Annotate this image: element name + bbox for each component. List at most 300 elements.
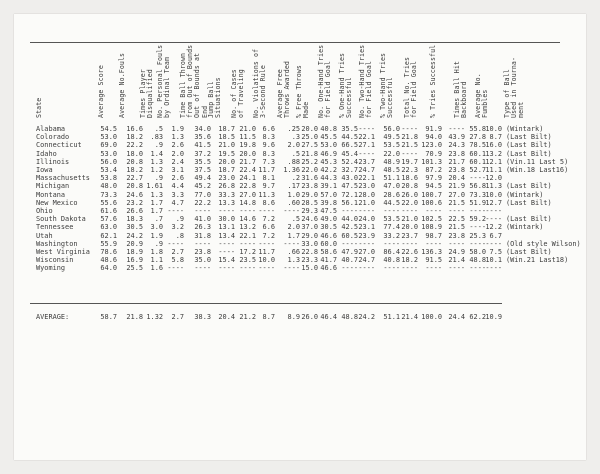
table-cell-backboard: ---- xyxy=(448,207,465,215)
table-cell-avg-fouls: 20.8 xyxy=(126,157,143,166)
table-cell-three-sec: 6.6 xyxy=(262,125,275,133)
table-cell-three-sec: ---- xyxy=(258,239,275,248)
table-cell-avg-score: 55.9 xyxy=(100,239,117,248)
column-header-avg-score: Average Score xyxy=(97,65,105,118)
table-cell-three-sec: 9.7 xyxy=(262,182,275,191)
table-cell-avg-fouls: 18.2 xyxy=(126,166,143,174)
table-cell-tries-pct: ---- xyxy=(425,239,442,248)
table-cell-traveling: 11.5 xyxy=(239,133,256,142)
table-cell-traveling: ---- xyxy=(239,239,256,248)
table-cell-out-of-bounds: 49.4 xyxy=(194,174,211,183)
table-cell-disq: 1.61 xyxy=(146,182,163,191)
table-cell-one-hand-pct: 44.5 xyxy=(341,133,358,142)
table-cell-personal-fouls: 4.7 xyxy=(171,198,184,207)
table-cell-total-tries: ---- xyxy=(401,125,418,133)
table-cell-avg-fouls: 23.2 xyxy=(126,198,143,207)
state-name: Utah xyxy=(36,231,53,240)
table-cell-two-hand-tries: 22.1 xyxy=(358,133,375,142)
table-cell-backboard: 43.9 xyxy=(448,133,465,142)
table-cell-backboard: ---- xyxy=(448,239,465,248)
table-cell-jump-ball: 18.7 xyxy=(218,166,235,174)
state-name: Illinois xyxy=(36,157,70,166)
table-cell-avg-score: 63.0 xyxy=(100,223,117,232)
table-cell-personal-fouls: 2.7 xyxy=(171,248,184,256)
table-cell-personal-fouls: .9 xyxy=(175,215,184,224)
table-cell-two-hand-tries: 24.0 xyxy=(358,215,375,224)
table-cell-jump-ball: 26.8 xyxy=(218,182,235,191)
state-name: Idaho xyxy=(36,149,57,158)
table-cell-backboard: 21.5 xyxy=(448,223,465,232)
average-cell: 38.3 xyxy=(194,313,211,321)
table-cell-free-throws: .2 xyxy=(291,174,300,183)
table-cell-personal-fouls: 2.0 xyxy=(171,149,184,158)
table-cell-two-hand-pct: ---- xyxy=(383,264,400,273)
table-cell-disq: .5 xyxy=(154,125,163,133)
table-cell-backboard: 23.8 xyxy=(448,231,465,240)
table-cell-disq: 3.0 xyxy=(150,223,163,232)
table-cell-jump-ball: 23.0 xyxy=(218,174,235,183)
table-cell-avg-score: 53.0 xyxy=(100,133,117,142)
table-cell-two-hand-tries: 24.7 xyxy=(358,166,375,174)
table-cell-two-hand-tries: 23.1 xyxy=(358,223,375,232)
table-cell-two-hand-tries: 23.0 xyxy=(358,182,375,191)
table-cell-disq: 1.7 xyxy=(150,198,163,207)
table-cell-free-throws: .25 xyxy=(287,125,300,133)
table-cell-traveling: 27.0 xyxy=(239,190,256,199)
table-cell-total-tries: ---- xyxy=(401,149,418,158)
table-cell-avg-fouls: 25.5 xyxy=(126,264,143,273)
table-cell-disq: .83 xyxy=(150,133,163,142)
table-cell-traveling: 21.7 xyxy=(239,157,256,166)
table-cell-three-sec: 11.7 xyxy=(258,166,275,174)
table-cell-traveling: 22.1 xyxy=(239,231,256,240)
average-cell: 8.9 xyxy=(287,313,300,321)
table-cell-one-hand-pct: 42.5 xyxy=(341,223,358,232)
table-cell-tries-pct: 100.6 xyxy=(421,198,442,207)
table-cell-fumbles: 78.5 xyxy=(469,141,486,150)
table-cell-free-throws: ---- xyxy=(283,239,300,248)
table-cell-fumbles: 27.8 xyxy=(469,133,486,142)
table-cell-free-throws: .88 xyxy=(287,157,300,166)
ball-type-note: (Wintark) xyxy=(506,190,544,199)
table-cell-avg-fouls: 20.9 xyxy=(126,239,143,248)
table-cell-avg-score: 62.1 xyxy=(100,231,117,240)
table-cell-traveling: 17.2 xyxy=(239,248,256,256)
table-cell-free-throws-made: 29.0 xyxy=(301,231,318,240)
table-cell-fumbles: 56.8 xyxy=(469,182,486,191)
table-cell-free-throws-made: 25.0 xyxy=(301,133,318,142)
table-cell-out-of-bounds: 22.2 xyxy=(194,198,211,207)
column-header-jump-ball: Jump Ball Situations xyxy=(207,77,223,118)
table-cell-free-throws-made: 15.0 xyxy=(301,264,318,273)
table-cell-jump-ball: 30.0 xyxy=(218,215,235,224)
table-cell-personal-fouls: ---- xyxy=(167,239,184,248)
average-cell: 8.7 xyxy=(262,313,275,321)
table-cell-personal-fouls: .8 xyxy=(175,231,184,240)
table-cell-jump-ball: 13.1 xyxy=(218,223,235,232)
ball-type-note: (Wintark) xyxy=(506,223,544,232)
table-cell-tries-pct: 136.3 xyxy=(421,248,442,256)
table-cell-free-throws-made: 24.6 xyxy=(301,215,318,224)
table-cell-personal-fouls: 3.2 xyxy=(171,223,184,232)
table-cell-disq: .7 xyxy=(154,215,163,224)
table-cell-out-of-bounds: 41.5 xyxy=(194,141,211,150)
table-cell-avg-score: 48.6 xyxy=(100,256,117,265)
table-cell-free-throws-made: 33.0 xyxy=(301,239,318,248)
table-cell-traveling: 20.0 xyxy=(239,149,256,158)
table-cell-personal-fouls: 3.3 xyxy=(171,190,184,199)
table-cell-backboard: 24.3 xyxy=(448,141,465,150)
table-cell-fumbles: ---- xyxy=(469,239,486,248)
table-cell-avg-fouls: 18.0 xyxy=(126,149,143,158)
table-cell-two-hand-tries: 27.0 xyxy=(358,248,375,256)
table-cell-one-hand-pct: ---- xyxy=(341,264,358,273)
average-cell: 24.2 xyxy=(358,313,375,321)
table-cell-traveling: 21.0 xyxy=(239,125,256,133)
table-cell-ball-type: 11.1 xyxy=(485,166,502,174)
table-cell-one-hand-tries: 45.5 xyxy=(320,133,337,142)
table-cell-one-hand-pct: 43.0 xyxy=(341,174,358,183)
average-cell: 46.4 xyxy=(320,313,337,321)
table-cell-one-hand-tries: 57.0 xyxy=(320,190,337,199)
table-cell-free-throws: .5 xyxy=(291,215,300,224)
column-header-one-hand-tries: No. One-Hand Tries for Field Goal xyxy=(317,44,333,118)
table-cell-three-sec: 6.6 xyxy=(262,223,275,232)
table-cell-disq: 1.6 xyxy=(150,264,163,273)
table-cell-total-tries: 19.7 xyxy=(401,157,418,166)
table-cell-tries-pct: 97.9 xyxy=(425,174,442,183)
average-cell: 21.4 xyxy=(401,313,418,321)
table-cell-out-of-bounds: 41.0 xyxy=(194,215,211,224)
table-cell-free-throws-made: 37.0 xyxy=(301,223,318,232)
table-cell-avg-score: 53.4 xyxy=(100,166,117,174)
table-cell-one-hand-tries: 46.6 xyxy=(320,231,337,240)
table-cell-two-hand-pct: 22.0 xyxy=(383,149,400,158)
table-cell-three-sec: 9.6 xyxy=(262,141,275,150)
table-cell-jump-ball: 21.0 xyxy=(218,141,235,150)
table-cell-jump-ball: 19.5 xyxy=(218,149,235,158)
table-cell-jump-ball: ---- xyxy=(218,207,235,215)
table-cell-avg-fouls: 26.6 xyxy=(126,207,143,215)
table-cell-free-throws-made: 22.0 xyxy=(301,166,318,174)
table-cell-two-hand-pct: 48.9 xyxy=(383,157,400,166)
column-header-personal-fouls: No. Personal Fouls by Ordinal Team xyxy=(156,44,172,118)
table-cell-avg-score: 64.0 xyxy=(100,264,117,273)
table-cell-backboard: 23.8 xyxy=(448,166,465,174)
table-cell-avg-score: 53.8 xyxy=(100,174,117,183)
table-cell-one-hand-pct: ---- xyxy=(341,207,358,215)
column-header-free-throws-made: % Free Throws Made xyxy=(295,65,311,118)
state-name: Montana xyxy=(36,190,66,199)
table-cell-fumbles: ---- xyxy=(469,174,486,183)
state-name: New Mexico xyxy=(36,198,78,207)
table-cell-one-hand-pct: 47.5 xyxy=(341,182,358,191)
table-cell-two-hand-pct: 51.1 xyxy=(383,174,400,183)
table-cell-two-hand-pct: 48.5 xyxy=(383,166,400,174)
table-cell-disq: 1.2 xyxy=(150,166,163,174)
table-cell-three-sec: 7.2 xyxy=(262,231,275,240)
table-cell-one-hand-tries: 41.7 xyxy=(320,256,337,265)
table-cell-two-hand-pct: 53.5 xyxy=(383,141,400,150)
table-cell-ball-type: 10.0 xyxy=(485,190,502,199)
table-cell-two-hand-tries: 21.0 xyxy=(358,198,375,207)
table-cell-personal-fouls: 3.1 xyxy=(171,166,184,174)
table-cell-out-of-bounds: 26.3 xyxy=(194,223,211,232)
table-cell-fumbles: 59.2 xyxy=(469,215,486,224)
table-cell-one-hand-tries: 42.2 xyxy=(320,166,337,174)
table-cell-three-sec: 8.1 xyxy=(262,174,275,183)
column-header-traveling: No. of Cases of Traveling xyxy=(230,69,246,118)
average-cell: 20.4 xyxy=(218,313,235,321)
average-cell: 26.0 xyxy=(301,313,318,321)
table-cell-avg-score: 78.6 xyxy=(100,248,117,256)
table-cell-ball-type: 12.2 xyxy=(485,223,502,232)
table-cell-avg-score: 53.0 xyxy=(100,149,117,158)
table-cell-backboard: 21.4 xyxy=(448,256,465,265)
average-cell: 58.7 xyxy=(100,313,117,321)
column-header-total-tries: Total No. Tries for Field Goal xyxy=(403,56,419,118)
table-cell-two-hand-pct: ---- xyxy=(383,239,400,248)
table-cell-disq: 1.4 xyxy=(150,149,163,158)
table-cell-traveling: 22.8 xyxy=(239,182,256,191)
table-cell-ball-type: 8.7 xyxy=(489,133,502,142)
table-cell-jump-ball: 33.3 xyxy=(218,190,235,199)
table-cell-avg-fouls: 18.2 xyxy=(126,133,143,142)
column-header-three-sec: No. Violations of 3-Second Rule xyxy=(252,48,268,118)
table-cell-traveling: ---- xyxy=(239,207,256,215)
column-header-out-of-bounds: Time Ball Thrown from Out of Bounds Out of Bounds at End xyxy=(179,44,209,118)
table-cell-jump-ball: ---- xyxy=(218,264,235,273)
table-cell-tries-pct: 98.7 xyxy=(425,231,442,240)
state-name: Washington xyxy=(36,239,78,248)
average-cell: 62.2 xyxy=(469,313,486,321)
table-cell-fumbles: ---- xyxy=(469,207,486,215)
state-name: Wisconsin xyxy=(36,256,74,265)
table-cell-fumbles: ---- xyxy=(469,264,486,273)
state-name: Colorado xyxy=(36,133,70,142)
table-cell-out-of-bounds: 35.6 xyxy=(194,133,211,142)
table-cell-one-hand-tries: 60.0 xyxy=(320,239,337,248)
table-cell-disq: .9 xyxy=(154,174,163,183)
column-header-disq: Times Player Disqualified xyxy=(139,69,155,118)
state-name: South Dakota xyxy=(36,215,86,224)
column-header-tries-pct: % Tries Successful xyxy=(429,44,437,118)
table-cell-total-tries: 22.6 xyxy=(401,248,418,256)
table-cell-tries-pct: 123.0 xyxy=(421,141,442,150)
table-cell-free-throws-made: 27.5 xyxy=(301,141,318,150)
average-cell: 10.9 xyxy=(485,313,502,321)
ball-type-note: (Last Bilt) xyxy=(506,133,552,142)
table-cell-tries-pct: 100.7 xyxy=(421,190,442,199)
table-cell-backboard: 21.5 xyxy=(448,198,465,207)
table-cell-free-throws: .66 xyxy=(287,248,300,256)
ball-type-note: (Last Bilt) xyxy=(506,198,552,207)
table-cell-ball-type: 11.3 xyxy=(485,182,502,191)
table-cell-backboard: 21.7 xyxy=(448,157,465,166)
table-cell-disq: 1.7 xyxy=(150,207,163,215)
table-cell-free-throws-made: 29.3 xyxy=(301,207,318,215)
table-cell-one-hand-pct: 32.7 xyxy=(341,166,358,174)
table-cell-total-tries: 21.5 xyxy=(401,141,418,150)
table-cell-two-hand-tries: 23.9 xyxy=(358,231,375,240)
table-cell-ball-type: 10.1 xyxy=(485,256,502,265)
ball-type-note: (Last Bilt) xyxy=(506,182,552,191)
table-cell-three-sec: 11.3 xyxy=(258,190,275,199)
table-cell-free-throws: 1.36 xyxy=(283,166,300,174)
table-cell-tries-pct: 70.9 xyxy=(425,149,442,158)
table-cell-one-hand-tries: 45.3 xyxy=(320,157,337,166)
table-cell-jump-ball: 20.0 xyxy=(218,157,235,166)
average-cell: 51.1 xyxy=(383,313,400,321)
ball-type-note: (Win.21 Last18) xyxy=(506,256,569,265)
column-header-one-hand-pct: % One-Hand Tries Successful xyxy=(338,52,354,118)
average-label: AVERAGE: xyxy=(36,313,70,321)
table-cell-tries-pct: 94.0 xyxy=(425,133,442,142)
state-name: Connecticut xyxy=(36,141,82,150)
table-cell-total-tries: 20.8 xyxy=(401,182,418,191)
table-cell-personal-fouls: 1.3 xyxy=(171,133,184,142)
table-cell-free-throws-made: 21.8 xyxy=(301,149,318,158)
table-cell-fumbles: 55.8 xyxy=(469,125,486,133)
table-cell-total-tries: 20.0 xyxy=(401,223,418,232)
average-rule xyxy=(30,303,502,304)
table-cell-avg-score: 57.6 xyxy=(100,215,117,224)
table-cell-fumbles: 60.1 xyxy=(469,157,486,166)
table-cell-jump-ball: 18.7 xyxy=(218,125,235,133)
table-cell-one-hand-tries: 46.9 xyxy=(320,149,337,158)
table-cell-avg-score: 61.6 xyxy=(100,207,117,215)
table-cell-free-throws-made: 31.6 xyxy=(301,174,318,183)
table-cell-one-hand-pct: 47.9 xyxy=(341,248,358,256)
table-cell-three-sec: 8.3 xyxy=(262,133,275,142)
table-cell-tries-pct: 94.5 xyxy=(425,182,442,191)
table-cell-one-hand-tries: 49.0 xyxy=(320,215,337,224)
table-cell-avg-score: 54.5 xyxy=(100,125,117,133)
table-cell-free-throws-made: 20.0 xyxy=(301,125,318,133)
table-cell-traveling: 24.1 xyxy=(239,174,256,183)
table-cell-fumbles: 51.9 xyxy=(469,198,486,207)
table-cell-two-hand-pct: 49.5 xyxy=(383,133,400,142)
table-cell-two-hand-pct: 33.2 xyxy=(383,231,400,240)
table-cell-two-hand-pct: ---- xyxy=(383,207,400,215)
average-cell: 100.0 xyxy=(421,313,442,321)
table-cell-free-throws-made: 23.3 xyxy=(301,256,318,265)
table-cell-ball-type: 12.1 xyxy=(485,157,502,166)
table-cell-disq: .9 xyxy=(154,239,163,248)
table-cell-backboard: 22.5 xyxy=(448,215,465,224)
table-cell-total-tries: 26.0 xyxy=(401,190,418,199)
table-cell-fumbles: 52.7 xyxy=(469,166,486,174)
table-cell-out-of-bounds: ---- xyxy=(194,264,211,273)
table-cell-one-hand-tries: 58.6 xyxy=(320,248,337,256)
table-cell-two-hand-pct: 47.0 xyxy=(383,182,400,191)
table-cell-two-hand-tries: 27.1 xyxy=(358,141,375,150)
table-cell-two-hand-tries: 22.1 xyxy=(358,174,375,183)
table-cell-ball-type: 16.0 xyxy=(485,141,502,150)
table-cell-three-sec: 8.6 xyxy=(262,198,275,207)
table-cell-one-hand-tries: 47.5 xyxy=(320,207,337,215)
column-header-ball-type: Type of Ball Used in Tourna- ment xyxy=(503,56,526,118)
table-cell-tries-pct: ---- xyxy=(425,264,442,273)
table-cell-total-tries: 18.2 xyxy=(401,256,418,265)
table-cell-one-hand-pct: 52.4 xyxy=(341,157,358,166)
table-cell-two-hand-pct: 86.4 xyxy=(383,248,400,256)
average-cell: 21.8 xyxy=(126,313,143,321)
table-cell-one-hand-tries: 46.6 xyxy=(320,264,337,273)
column-header-backboard: Times Ball Hit Backboard xyxy=(453,61,469,118)
table-cell-free-throws: .60 xyxy=(287,198,300,207)
state-column-header: State xyxy=(35,97,43,118)
ball-type-note: (Last Bilt) xyxy=(506,248,552,256)
table-cell-avg-fouls: 24.6 xyxy=(126,190,143,199)
table-cell-traveling: 22.4 xyxy=(239,166,256,174)
table-cell-avg-score: 48.0 xyxy=(100,182,117,191)
table-cell-one-hand-tries: 39.8 xyxy=(320,198,337,207)
ball-type-note: (Last Bilt) xyxy=(506,149,552,158)
table-cell-backboard: ---- xyxy=(448,125,465,133)
column-header-free-throws: Average Free Throws Awarded xyxy=(276,61,292,118)
table-cell-ball-type: ---- xyxy=(485,239,502,248)
table-cell-avg-score: 73.3 xyxy=(100,190,117,199)
table-cell-one-hand-pct: 66.5 xyxy=(341,141,358,150)
average-cell: 48.8 xyxy=(341,313,358,321)
table-cell-avg-fouls: 16.9 xyxy=(126,256,143,265)
table-cell-one-hand-pct: 45.4 xyxy=(341,149,358,158)
average-cell: 2.7 xyxy=(171,313,184,321)
table-cell-disq: 1.8 xyxy=(150,248,163,256)
table-cell-avg-fouls: 20.8 xyxy=(126,182,143,191)
table-cell-disq: .9 xyxy=(154,141,163,150)
table-cell-jump-ball: 18.5 xyxy=(218,133,235,142)
table-cell-free-throws: .5 xyxy=(291,149,300,158)
table-cell-one-hand-pct: 44.0 xyxy=(341,215,358,224)
table-cell-tries-pct: 101.3 xyxy=(421,157,442,166)
table-cell-free-throws: 1.3 xyxy=(287,256,300,265)
table-cell-two-hand-pct: 40.8 xyxy=(383,256,400,265)
table-cell-out-of-bounds: 35.0 xyxy=(194,256,211,265)
table-cell-traveling: 14.6 xyxy=(239,215,256,224)
table-cell-ball-type: 12.7 xyxy=(485,198,502,207)
ball-type-note: (Vin.11 Last 5) xyxy=(506,157,569,166)
column-header-two-hand-tries: No. Two-Hand Tries for Field Goal xyxy=(358,44,374,118)
table-cell-two-hand-tries: 24.7 xyxy=(358,256,375,265)
table-cell-two-hand-tries: 28.0 xyxy=(358,190,375,199)
table-cell-fumbles: 60.1 xyxy=(469,149,486,158)
column-header-avg-fouls: Average No.Fouls xyxy=(118,52,126,118)
table-cell-free-throws: 2.0 xyxy=(287,141,300,150)
ball-type-note: (Last Bilt) xyxy=(506,215,552,224)
table-cell-three-sec: ---- xyxy=(258,207,275,215)
table-cell-free-throws: ---- xyxy=(283,264,300,273)
state-name: Ohio xyxy=(36,207,53,215)
table-cell-jump-ball: 13.4 xyxy=(218,231,235,240)
table-cell-personal-fouls: 2.6 xyxy=(171,141,184,150)
table-cell-out-of-bounds: 35.5 xyxy=(194,157,211,166)
table-cell-tries-pct: 108.9 xyxy=(421,223,442,232)
table-cell-tries-pct: 91.5 xyxy=(425,256,442,265)
table-cell-two-hand-tries: ---- xyxy=(358,207,375,215)
table-cell-avg-fouls: 16.6 xyxy=(126,125,143,133)
table-cell-free-throws-made: 22.8 xyxy=(301,248,318,256)
table-cell-fumbles: 48.8 xyxy=(469,256,486,265)
table-cell-personal-fouls: 2.6 xyxy=(171,174,184,183)
table-cell-one-hand-tries: 44.3 xyxy=(320,174,337,183)
table-cell-traveling: 13.2 xyxy=(239,223,256,232)
ball-type-note: (Last Bilt) xyxy=(506,141,552,150)
table-cell-avg-score: 69.0 xyxy=(100,141,117,150)
table-cell-three-sec: 7.2 xyxy=(262,215,275,224)
table-cell-two-hand-tries: ---- xyxy=(358,149,375,158)
